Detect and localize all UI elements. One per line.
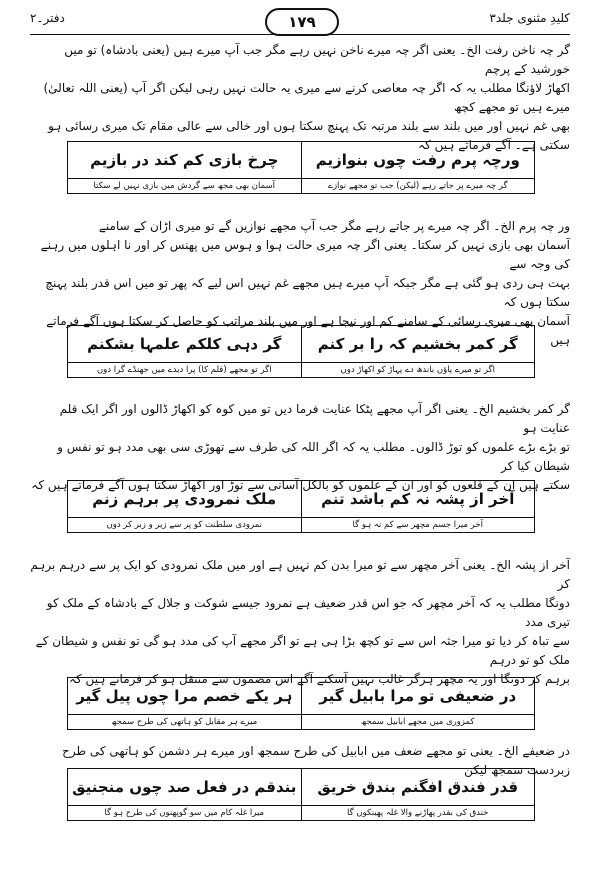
verse-hemistich-right: گر کمر بخشیم کہ را بر کنم — [301, 326, 535, 362]
text-line: ور چہ پرم الخ۔ اگر چہ میرے پر جاتے رہے مگر جب آپ مجھے نوازیں گے تو میری اڑان کے سامنے — [98, 219, 570, 233]
verse-translation-right: آخر میرا جسم مچھر سے کم نہ ہو گا — [301, 518, 535, 532]
verse-translation-left: میرے ہر مقابل کو ہاتھی کی طرح سمجھ — [111, 717, 258, 727]
text-line: بہت ہی ردی ہو گئی ہے مگر جبکہ آپ میرے ہیں مجھے غم نہیں اس لیے کہ پھر تو میں اس قدر بلند پہنچ سکتا ہوں کہ — [45, 276, 570, 309]
verse-translation-right: کمزوری میں مجھے ابابیل سمجھ — [301, 715, 535, 729]
verse-box — [67, 141, 535, 194]
text-line: اکھاڑ لاؤنگا مطلب یہ کہ اگر چہ معاصی کرنے سے میری یہ حالت نہیں رہی لیکن اگر آپ (یعنی اللہ تعالیٰ) میرے ہیں تو مجھے کچھ — [43, 81, 570, 114]
text-line: دونگا مطلب یہ کہ آخر مچھر کہ جو اس قدر ضعیف ہے نمرود جیسے شوکت و جلال کے بادشاہ کے ملک کو تیری مدد — [46, 596, 570, 629]
verse-hemistich-left: ملک نمرودی پر برہم زنم — [92, 490, 277, 508]
verse-translation-left: میرا غلہ کام میں سو گوپھنوں کی طرح ہو گا — [104, 808, 265, 818]
text-line: گر چہ ناخن رفت الخ۔ یعنی اگر چہ میرے ناخن نہیں رہے مگر جب آپ میرے ہیں (یعنی بادشاہ) تو میں خورشید کے پرچم — [64, 43, 570, 76]
verse-translation-right: خندق کی بقدر پھاڑنے والا غلہ پھینکوں گا — [301, 806, 535, 820]
verse-hemistich-right: در ضعیفی تو مرا بابیل گیر — [301, 678, 535, 714]
text-line: بھی غم نہیں اور میں بلند سے بلند مرتبہ تک پہنچ سکتا ہوں اور خالی سے عالی مقام تک میری رسائی ہو سکتی ہے۔ آگے فرماتے ہیں کہ — [48, 119, 570, 152]
verse-hemistich-left: گر دہی کلکم علمہا بشکنم — [87, 335, 282, 353]
text-line: تو بڑے بڑے علموں کو توڑ ڈالوں۔ مطلب یہ کہ اگر اللہ کی طرف سے تھوڑی سی بھی مدد ہو تو نفس و شیطان کیا کر — [57, 440, 570, 473]
text-line: گر کمر بخشیم الخ۔ یعنی اگر آپ مجھے پٹکا عنایت فرما دیں تو میں کوہ کو اکھاڑ ڈالوں اور اگر ایک قلم عنایت ہو — [59, 402, 570, 435]
verse-translation-right: اگر تو میرے پاؤں باندھ دے پہاڑ کو اکھاڑ دوں — [301, 363, 535, 377]
verse-hemistich-left: بندقم در فعل صد چوں منجنیق — [72, 778, 297, 796]
verse-translation-left: اگر تو مجھے (قلم کا) پرا دیدے میں جھنڈے گرا دوں — [96, 365, 272, 375]
text-line: سکتے ہیں ان کے قلعوں کو اور ان کے علموں کو بالکل آسانی سے توڑ اور اکھاڑ سکتا ہوں آگے فرماتے ہیں کہ — [31, 478, 570, 492]
verse-hemistich-left: چرخ بازی کم کند در بازیم — [90, 151, 279, 169]
book-title: کلیدِ مثنوی جلد۳ — [489, 11, 570, 25]
text-line: آسمان بھی میری رسائی کے سامنے کم اور نیچا ہے اور میں بلند مراتب کو حاصل کر سکتا ہوں آگے فرماتے ہیں — [46, 314, 570, 347]
verse-box — [67, 480, 535, 533]
verse-translation-left: نمرودی سلطنت کو پر سے زیر و زبر کر دوں — [106, 520, 263, 530]
daftar-label: دفتر۔۲ — [30, 11, 65, 25]
verse-translation-right: گر چہ میرے پر جاتے رہے (لیکن) جب تو مجھے نوازے — [301, 179, 535, 193]
verse-hemistich-right: قدر فندق افگنم بندق خریق — [301, 769, 535, 805]
page-number: ۱۷۹ — [288, 13, 316, 31]
verse-hemistich-left: ہر یکے خصم مرا چوں پیل گیر — [76, 687, 293, 705]
header-divider — [30, 34, 570, 35]
verse-translation-left: آسمان بھی مجھ سے گردش میں بازی نہیں لے سکتا — [93, 181, 276, 191]
commentary-paragraph — [30, 556, 570, 689]
verse-hemistich-right: ورچہ پرم رفت چوں بنوازیم — [301, 142, 535, 178]
text-line: سے تباہ کر دیا تو میرا جثہ اس سے تو کچھ بڑا ہی ہے تو اگر مجھے آپ کی مدد ہو گی تو نفس و شیطان کے ملک کو تو درہم — [35, 634, 570, 667]
verse-box — [67, 325, 535, 378]
text-line: در ضعیفے الخ۔ یعنی تو مجھے ضعف میں ابابیل کی طرح سمجھ اور میرے ہر دشمن کو ہاتھی کی طرح زبردست سمجھ لیکن — [62, 744, 570, 777]
verse-hemistich-right: آخر از پشہ نہ کم باشد تنم — [301, 481, 535, 517]
commentary-paragraph — [30, 41, 570, 155]
text-line: برہم کر دونگا اور یہ مچھر ہرگز غالب نہیں آسکتے آگے اس مضمون سے منتقل ہو کر فرماتے ہیں کہ — [69, 672, 570, 686]
verse-box — [67, 677, 535, 730]
text-line: آسمان بھی بازی نہیں کر سکتا۔ یعنی اگر چہ میری حالت ہوا و ہوس میں پھنس کر اور نا اہلوں میں رہنے کی وجہ سے — [40, 238, 570, 271]
verse-box — [67, 768, 535, 821]
text-line: آخر از پشہ الخ۔ یعنی آخر مچھر سے تو میرا بدن کم نہیں ہے اور میں ملک نمرودی کو ایک پر سے درہم برہم کر — [30, 558, 570, 591]
page-number-badge — [265, 8, 339, 36]
